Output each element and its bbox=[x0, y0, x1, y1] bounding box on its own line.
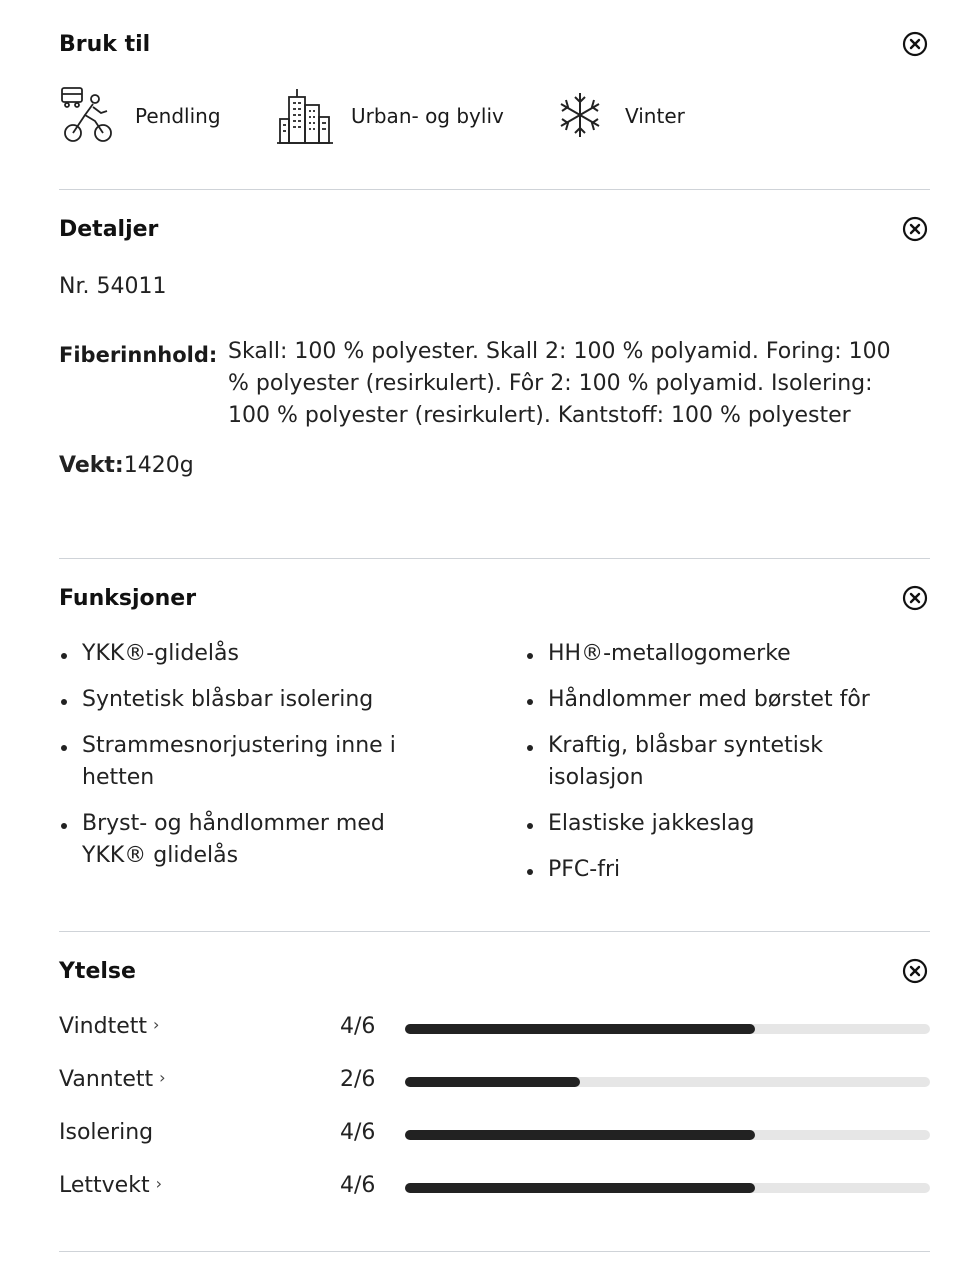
performance-label: Vanntett bbox=[59, 1067, 154, 1092]
use-item-winter bbox=[549, 85, 685, 147]
weight-value: 1420g bbox=[123, 453, 194, 478]
features-list-left bbox=[59, 638, 439, 886]
performance-bar-fill bbox=[405, 1130, 755, 1140]
use-item-urban bbox=[275, 85, 504, 147]
commuter-cyclist-icon bbox=[59, 85, 121, 147]
close-circle-icon bbox=[902, 958, 928, 984]
snowflake-icon bbox=[549, 85, 611, 147]
close-circle-icon bbox=[902, 31, 928, 57]
chevron-right-icon: › bbox=[155, 1174, 162, 1193]
performance-label-link[interactable] bbox=[59, 1014, 159, 1039]
use-for-title: Bruk til bbox=[59, 32, 151, 57]
details-section bbox=[59, 190, 930, 560]
performance-score: 2/6 bbox=[340, 1067, 376, 1092]
list-item: Strammesnorjustering inne i hetten bbox=[59, 730, 439, 794]
city-buildings-icon bbox=[275, 85, 337, 147]
use-item-label: Pendling bbox=[135, 104, 221, 128]
performance-score: 4/6 bbox=[340, 1173, 376, 1198]
performance-label-text bbox=[59, 1120, 153, 1145]
chevron-right-icon: › bbox=[159, 1068, 166, 1087]
list-item: Elastiske jakkeslag bbox=[525, 808, 925, 840]
details-title: Detaljer bbox=[59, 217, 159, 242]
product-number: Nr. 54011 bbox=[59, 274, 167, 299]
chevron-right-icon: › bbox=[153, 1015, 160, 1034]
weight bbox=[59, 453, 194, 478]
performance-row-lightweight bbox=[59, 1173, 930, 1203]
performance-score: 4/6 bbox=[340, 1120, 376, 1145]
performance-label: Lettvekt bbox=[59, 1173, 150, 1198]
performance-title: Ytelse bbox=[59, 959, 136, 984]
performance-row-waterproof bbox=[59, 1067, 930, 1097]
performance-bar-fill bbox=[405, 1077, 580, 1087]
close-circle-icon bbox=[902, 216, 928, 242]
performance-score: 4/6 bbox=[340, 1014, 376, 1039]
performance-label: Vindtett bbox=[59, 1014, 147, 1039]
use-item-commuting bbox=[59, 85, 221, 147]
features-close-button[interactable] bbox=[902, 585, 928, 611]
performance-bar-fill bbox=[405, 1183, 755, 1193]
use-item-label: Urban- og byliv bbox=[351, 104, 504, 128]
performance-row-insulation bbox=[59, 1120, 930, 1150]
use-item-label: Vinter bbox=[625, 104, 685, 128]
features-list-right bbox=[525, 638, 925, 900]
use-for-close-button[interactable] bbox=[902, 31, 928, 57]
performance-bar-track bbox=[405, 1183, 930, 1193]
performance-label: Isolering bbox=[59, 1120, 154, 1145]
list-item: HH®-metallogomerke bbox=[525, 638, 925, 670]
performance-row-windproof bbox=[59, 1014, 930, 1044]
list-item: Håndlommer med børstet fôr bbox=[525, 684, 925, 716]
list-item: Kraftig, blåsbar syntetisk isolasjon bbox=[525, 730, 848, 794]
performance-close-button[interactable] bbox=[902, 958, 928, 984]
performance-section bbox=[59, 932, 930, 1252]
details-close-button[interactable] bbox=[902, 216, 928, 242]
use-for-section bbox=[59, 0, 930, 190]
list-item: PFC-fri bbox=[525, 854, 925, 886]
fiber-content-text: Skall: 100 % polyester. Skall 2: 100 % polyamid. Foring: 100 % polyester (resirkulert). Fôr 2: 100 % polyamid. Isolering: 100 % polyester (resirkulert). Kantstoff: 100 % polyester bbox=[228, 339, 891, 428]
divider bbox=[59, 1251, 930, 1252]
performance-bar-track bbox=[405, 1077, 930, 1087]
weight-label: Vekt: bbox=[59, 453, 124, 478]
close-circle-icon bbox=[902, 585, 928, 611]
performance-bar-track bbox=[405, 1024, 930, 1034]
performance-bar-fill bbox=[405, 1024, 755, 1034]
features-section bbox=[59, 559, 930, 931]
fiber-content-label: Fiberinnhold: bbox=[59, 343, 218, 367]
performance-label-link[interactable] bbox=[59, 1173, 162, 1198]
performance-bar-track bbox=[405, 1130, 930, 1140]
features-title: Funksjoner bbox=[59, 586, 197, 611]
list-item: Syntetisk blåsbar isolering bbox=[59, 684, 439, 716]
list-item: Bryst- og håndlommer med YKK® glidelås bbox=[59, 808, 439, 872]
performance-label-link[interactable] bbox=[59, 1067, 166, 1092]
list-item: YKK®-glidelås bbox=[59, 638, 439, 670]
